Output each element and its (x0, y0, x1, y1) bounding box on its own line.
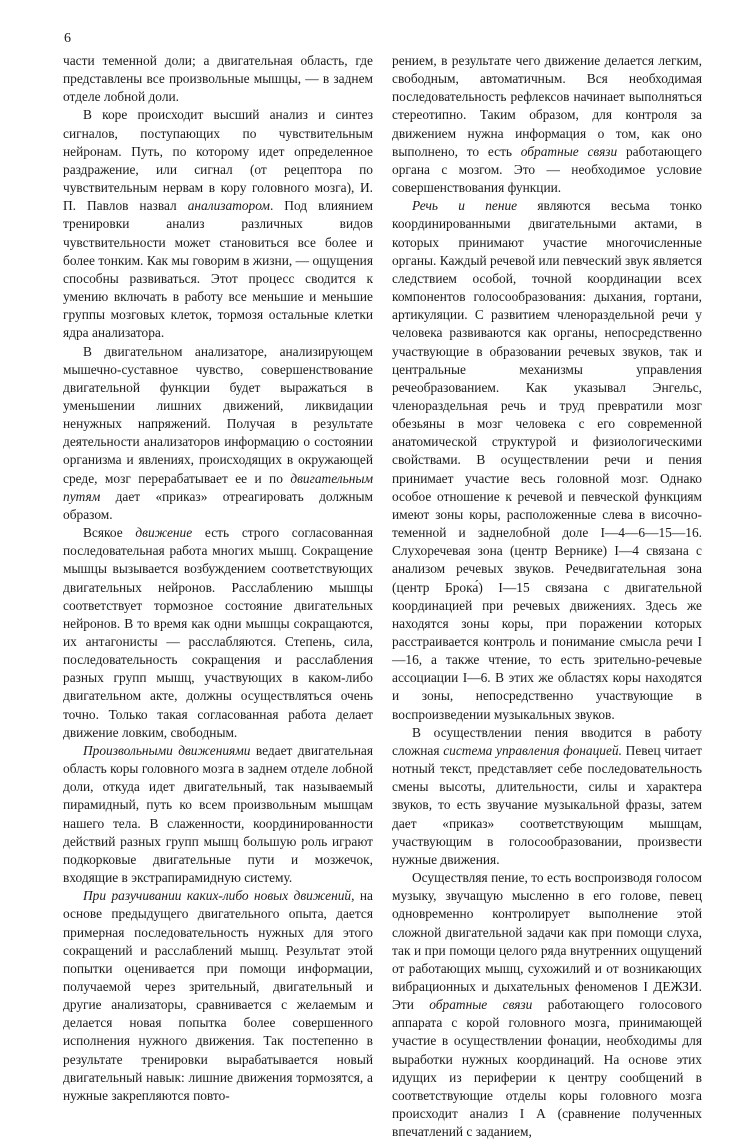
text-run: дает «приказ» отреагировать должным образом. (63, 488, 373, 522)
text-run: В осуществлении пения вводится в работу сложная (392, 724, 702, 758)
text-run: Осуществляя пение, то есть воспроизводя голосом музыку, звучащую мысленно в его голове, певец одновременно контролирует выполнение этой сложной двигательной задачи как при помощи слуха, так и при помощи целого ряда внутренних ощущений от работающих мышц, сухожилий и от возникающих вибрационных и дыхательных феноменов I ДЕЖЗИ. Эти (392, 870, 702, 1013)
italic-term: обратные связи (520, 143, 618, 159)
text-run: В двигательном анализаторе, анализирующем мышечно-суставное чувство, совершенствование двигательной функции будет выражаться в уменьшении лишних движений, ликвидации ненужных напряжений. Получая в результате деятельности анализаторов информацию о состоянии организма и явлениях, происходящих в окружающей среде, мозг перерабатывает ее и по (63, 343, 373, 486)
text-run: части теменной доли; а двигательная область, где представлены все произвольные мышцы, — в заднем отделе лобной доли. (63, 53, 373, 105)
text-run: В коре происходит высший анализ и синтез сигналов, поступающих по чувствительным нейронам. Путь, по которому идет определенное раздражение, или сигнал (от рецептора по чувствительным нервам в кору головного мозга), И. П. Павлов назвал (63, 107, 373, 214)
italic-term: система управления фонацией. (443, 742, 622, 758)
italic-term: Произвольными движениями (83, 742, 251, 758)
paragraph (63, 742, 373, 887)
italic-term: Речь и пение (412, 198, 518, 214)
italic-term: движение (135, 525, 193, 541)
text-run: работающего голосового аппарата с корой головного мозга, принимающей участие в осуществлении фонации, необходимы для выработки нужных координаций. На основе этих идущих из периферии к центру сообщений в соответствующие отделы коры головного мозга происходит анализ I А (сравнение полученных впечатлений с заданием, (392, 997, 702, 1140)
text-run: являются весьма тонко координированными двигательными актами, в которых принимают участие многочисленные органы. Каждый речевой или певческий звук является следствием особой, точной координации всех компонентов голосообразования: дыхания, гортани, артикуляции. С развитием членораздельной речи у человека развиваются как органы, непосредственно участвующие в образовании речевых звуков, так и центральные механизмы управления речеобразованием. Как указывал Энгельс, членораздельная речь и труд превратили мозг обезьяны в мозг человека с его современной анатомической структурой и физиологическими свойствами. В осуществлении речи и пения принимает участие весь головной мозг. Однако особое отношение к речевой и певческой функциям имеют зоны коры, расположенные слева в височно-теменной и заднелобной доле I—4—6—15—16. Слухоречевая зона (центр Вернике) I—4 связана с анализом речевых звуков. Речедвигательная зона (центр Брока́) I—15 связана с двигательной координацией при речевых движениях. Здесь же находятся зоны коры, при поражении которых расстраивается контроль и понимание смысла речи I—16, а также чтение, то есть зрительно-речевые ассоциации I—6. В этих же областях коры находятся и зоны, непосредственно участвующие в воспроизведении музыкальных звуков. (392, 198, 702, 722)
page-number: 6 (64, 31, 71, 46)
text-run: Певец читает нотный текст, представляет себе последовательность смены высоты, длительности, силы и характера звуков, то есть звучание музыкальной фразы, затем дает «приказ» соответствующим мышцам, участвующим в голосообразовании, произвести нужные движения. (392, 742, 703, 867)
text-run: . Под влиянием тренировки анализ различных видов чувствительности может становиться все более и более тонким. Как мы говорим в жизни, — ощущения способны развиваться. Этот процесс сводится к умению включать в работу все меньшие и меньшие группы мозговых клеток, тормозя остальные клетки ядра анализатора. (63, 198, 373, 341)
text-run: на основе предыдущего двигательного опыта, дается примерная последовательность нужных для этого сокращений и расслаблений мышц. Результат этой попытки оценивается при помощи информации, получаемой через зрительный, двигательный и другие анализаторы, сравнивается с желаемым и делается новая попытка более совершенного исполнения нужного движения. Так постепенно в результате тренировки вырабатывается новый двигательный навык: лишние движения тормозятся, а нужные закрепляются повто- (63, 888, 373, 1103)
text-run: есть строго согласованная последовательная работа многих мышц. Сокращение мышцы вызывается возбуждением соответствующих двигательных нейронов. Расслаблению мышцы соответствует тормозное состояние двигательных нейронов. В то время как одни мышцы сокращаются, их антагонисты — расслабляются. Степень, сила, последовательность сокращения и расслабления разных групп мышц, участвующих в каком-либо двигательном акте, должны осуществляться очень точно. Только такая согласованная работа делает движение ловким, свободным. (63, 525, 373, 740)
italic-term: анализатором (187, 198, 270, 214)
text-run: Всякое (83, 525, 136, 541)
paragraph (63, 106, 373, 342)
paragraph (392, 724, 702, 869)
italic-term: двигательным путям (63, 470, 373, 504)
text-run: рением, в результате чего движение делается легким, свободным, автоматичным. Вся необходимая последовательность рефлексов начинает выполняться стереотипно. Таким образом, для контроля за движением нужна информация о том, как оно выполнено, то есть (392, 53, 702, 159)
paragraph (63, 887, 373, 1105)
paragraph (392, 197, 702, 724)
paragraph (63, 343, 373, 525)
paragraph (63, 524, 373, 742)
italic-term: обратные связи (429, 997, 533, 1013)
italic-term: При разучивании каких-либо новых движений, (83, 888, 355, 904)
right-text-column (392, 52, 702, 1141)
left-text-column (63, 52, 373, 1105)
text-run: ведает двигательная область коры головного мозга в заднем отделе лобной доли, откуда идет двигательный, так называемый пирамидный, путь ко всем произвольным мышцам нашего тела. В слаженности, координированности действий разных групп мышц большую роль играют подкорковые двигательные пути и мозжечок, входящие в экстрапирамидную систему. (63, 742, 373, 886)
paragraph (392, 52, 702, 197)
paragraph (63, 52, 373, 106)
text-run: работающего органа с мозгом. Это — необходимое условие совершенствования функции. (392, 143, 702, 196)
paragraph (392, 869, 702, 1141)
